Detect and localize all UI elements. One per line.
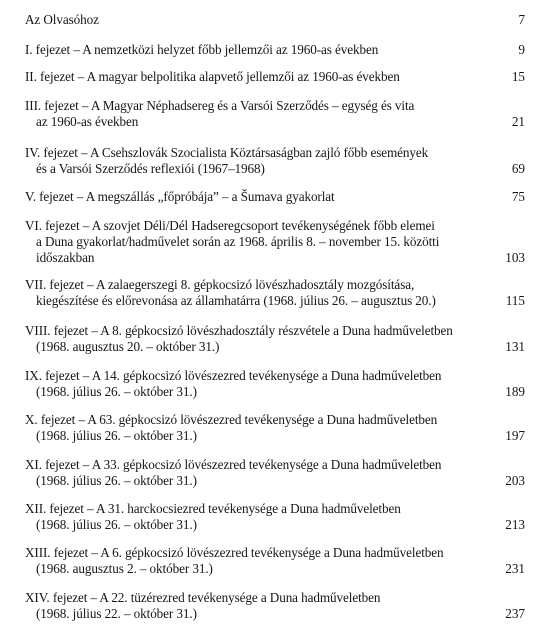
toc-entry-page: 237 [505, 606, 525, 621]
toc-entry-title: VIII. fejezet – A 8. gépkocsizó lövészhadosztály részvétele a Duna hadműveletben [25, 323, 453, 338]
toc-entry [25, 98, 525, 130]
toc-entry [25, 501, 525, 533]
toc-entry-title: IX. fejezet – A 14. gépkocsizó lövészezred tevékenysége a Duna hadműveletben [25, 368, 442, 383]
toc-entry-title-continued: az 1960-as években [36, 114, 139, 129]
toc-entry-page: 21 [511, 114, 525, 129]
toc-entry-page: 103 [505, 250, 525, 265]
toc-entry-title-continued: időszakban [36, 250, 95, 265]
toc-entry-page: 9 [518, 42, 525, 57]
toc-entry-title-continued: kiegészítése és előrevonása az államhatárra (1968. július 26. – augusztus 20.) [36, 293, 436, 308]
toc-entry [25, 590, 525, 622]
toc-entry-title: V. fejezet – A megszállás „főpróbája” – a Šumava gyakorlat [25, 189, 335, 204]
toc-entry-title-continued: (1968. július 26. – október 31.) [36, 473, 197, 488]
toc-entry-title-continued: (1968. július 26. – október 31.) [36, 428, 197, 443]
toc-entry-title-continued: (1968. július 26. – október 31.) [36, 517, 197, 532]
toc-entry [25, 189, 525, 205]
toc-entry-title: VI. fejezet – A szovjet Déli/Dél Hadseregcsoport tevékenységének főbb elemei [25, 218, 435, 233]
toc-entry-title: IV. fejezet – A Csehszlovák Szocialista Köztársaságban zajló főbb események [25, 145, 429, 160]
toc-entry [25, 218, 525, 266]
toc-entry [25, 145, 525, 177]
toc-entry-title-continued: (1968. augusztus 20. – október 31.) [36, 339, 220, 354]
toc-entry [25, 42, 525, 58]
toc-entry-page: 7 [518, 12, 525, 27]
toc-entry [25, 69, 525, 85]
toc-entry-title-continued: (1968. július 26. – október 31.) [36, 384, 197, 399]
toc-entry-title: III. fejezet – A Magyar Néphadsereg és a Varsói Szerződés – egység és vita [25, 98, 415, 113]
toc-entry-title-continued: a Duna gyakorlat/hadművelet során az 1968. április 8. – november 15. közötti [36, 234, 440, 249]
toc-entry-page: 213 [505, 517, 525, 532]
toc-entry-page: 75 [511, 189, 525, 204]
toc-entry-title-continued: (1968. július 22. – október 31.) [36, 606, 197, 621]
toc-entry-page: 131 [505, 339, 525, 354]
toc-entry [25, 12, 525, 28]
toc-entry [25, 368, 525, 400]
toc-entry [25, 277, 525, 309]
toc-entry [25, 323, 525, 355]
toc-entry-title: XI. fejezet – A 33. gépkocsizó lövészezred tevékenysége a Duna hadműveletben [25, 457, 442, 472]
toc-entry-title: I. fejezet – A nemzetközi helyzet főbb jellemzői az 1960-as években [25, 42, 379, 57]
toc-entry-page: 203 [505, 473, 525, 488]
toc-entry-title: XII. fejezet – A 31. harckocsiezred tevékenysége a Duna hadműveletben [25, 501, 401, 516]
toc-entry-page: 189 [505, 384, 525, 399]
toc-entry-title: XIII. fejezet – A 6. gépkocsizó lövészezred tevékenysége a Duna hadműveletben [25, 545, 444, 560]
toc-entry-title: X. fejezet – A 63. gépkocsizó lövészezred tevékenysége a Duna hadműveletben [25, 412, 438, 427]
toc-entry-title-continued: (1968. augusztus 2. – október 31.) [36, 561, 213, 576]
toc-entry-page: 69 [511, 161, 525, 176]
toc-entry [25, 412, 525, 444]
toc-entry-page: 15 [511, 69, 525, 84]
toc-entry-page: 115 [505, 293, 525, 308]
toc-entry-title: VII. fejezet – A zalaegerszegi 8. gépkocsizó lövészhadosztály mozgósítása, [25, 277, 415, 292]
toc-entry-title: Az Olvasóhoz [25, 12, 99, 27]
toc-entry-page: 231 [505, 561, 525, 576]
toc-entry-title-continued: és a Varsói Szerződés reflexiói (1967–1968) [36, 161, 265, 176]
toc-entry [25, 457, 525, 489]
toc-entry-title: XIV. fejezet – A 22. tüzérezred tevékenysége a Duna hadműveletben [25, 590, 381, 605]
toc-entry-title: II. fejezet – A magyar belpolitika alapvető jellemzői az 1960-as években [25, 69, 400, 84]
toc-entry-page: 197 [505, 428, 525, 443]
toc-entry [25, 545, 525, 577]
